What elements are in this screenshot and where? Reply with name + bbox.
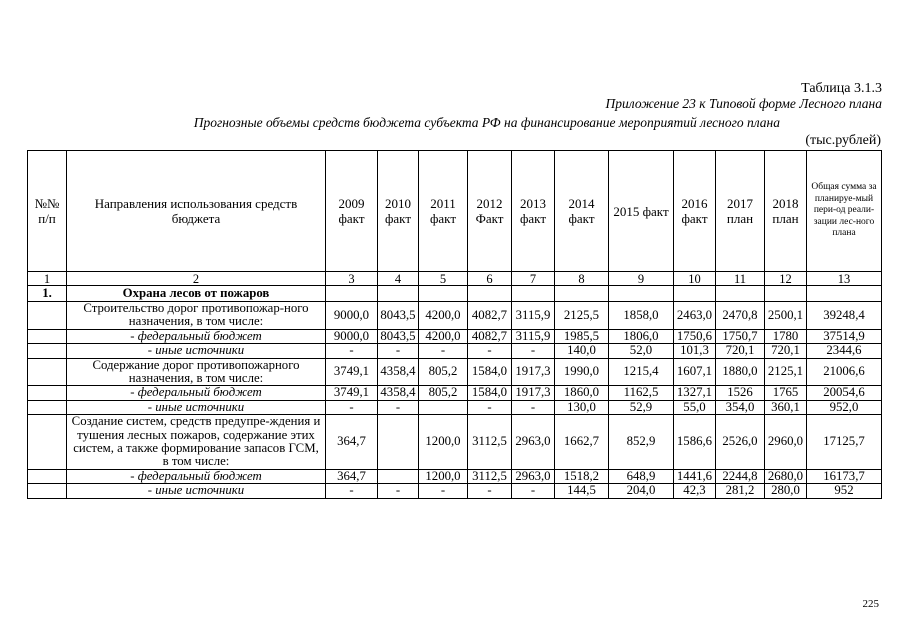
value-cell: 8043,5 — [378, 302, 419, 330]
table-row — [28, 469, 882, 483]
table-row — [28, 302, 882, 330]
value-cell: 4082,7 — [468, 302, 512, 330]
units-label: (тыс.рублей) — [805, 133, 881, 148]
value-cell: 364,7 — [326, 469, 378, 483]
value-cell: 2344,6 — [807, 344, 882, 358]
value-cell: 3749,1 — [326, 386, 378, 400]
value-cell: - — [378, 484, 419, 498]
row-label: Создание систем, средств предупре-ждения и тушения лесных пожаров, содержание этих систем, а также формирование запасов ГСМ, в том числе: — [67, 415, 326, 470]
value-cell: - — [378, 400, 419, 414]
col-header-direction: Направления использования средств бюджета — [67, 151, 326, 272]
value-cell: - — [468, 344, 512, 358]
value-cell: 1780 — [765, 329, 807, 343]
value-cell: 8043,5 — [378, 329, 419, 343]
table-title: Прогнозные объемы средств бюджета субъекта РФ на финансирование мероприятий лесного плана — [193, 115, 780, 130]
column-number: 7 — [512, 272, 555, 286]
col-header-total: Общая сумма за планируе-мый пери-од реали-зации лес-ного плана — [807, 151, 882, 272]
col-header-2012: 2012 Факт — [468, 151, 512, 272]
value-cell: 20054,6 — [807, 386, 882, 400]
col-header-num: №№ п/п — [28, 151, 67, 272]
value-cell: 1860,0 — [555, 386, 609, 400]
value-cell — [378, 469, 419, 483]
row-label: - иные источники — [67, 484, 326, 498]
value-cell: 2680,0 — [765, 469, 807, 483]
value-cell: 21006,6 — [807, 358, 882, 386]
value-cell: 4200,0 — [419, 302, 468, 330]
value-cell: - — [512, 400, 555, 414]
value-cell: 4358,4 — [378, 386, 419, 400]
value-cell: 2125,5 — [555, 302, 609, 330]
value-cell: 1750,6 — [674, 329, 716, 343]
value-cell: 805,2 — [419, 386, 468, 400]
value-cell — [378, 415, 419, 470]
value-cell: 1526 — [716, 386, 765, 400]
column-number: 12 — [765, 272, 807, 286]
column-number-row — [28, 272, 882, 286]
value-cell: - — [326, 344, 378, 358]
value-cell — [419, 400, 468, 414]
column-number: 2 — [67, 272, 326, 286]
column-number: 3 — [326, 272, 378, 286]
header-row — [28, 151, 882, 272]
value-cell: 364,7 — [326, 415, 378, 470]
value-cell: 3112,5 — [468, 469, 512, 483]
value-cell: 9000,0 — [326, 302, 378, 330]
value-cell: 648,9 — [609, 469, 674, 483]
value-cell: 3115,9 — [512, 302, 555, 330]
value-cell: 952,0 — [807, 400, 882, 414]
row-label: - иные источники — [67, 400, 326, 414]
value-cell: 2526,0 — [716, 415, 765, 470]
row-label: - федеральный бюджет — [67, 386, 326, 400]
value-cell: 2125,1 — [765, 358, 807, 386]
value-cell: 1806,0 — [609, 329, 674, 343]
table-row — [28, 358, 882, 386]
table-row — [28, 484, 882, 498]
value-cell: 720,1 — [716, 344, 765, 358]
value-cell: - — [468, 400, 512, 414]
table-number: Таблица 3.1.3 — [801, 81, 882, 96]
value-cell: 4082,7 — [468, 329, 512, 343]
row-label: - федеральный бюджет — [67, 469, 326, 483]
value-cell: 140,0 — [555, 344, 609, 358]
value-cell: 1584,0 — [468, 358, 512, 386]
value-cell: 42,3 — [674, 484, 716, 498]
value-cell: 52,0 — [609, 344, 674, 358]
row-label: - федеральный бюджет — [67, 329, 326, 343]
budget-table — [27, 150, 882, 499]
col-header-2013: 2013 факт — [512, 151, 555, 272]
value-cell: 1917,3 — [512, 386, 555, 400]
value-cell: 1327,1 — [674, 386, 716, 400]
value-cell: 2963,0 — [512, 415, 555, 470]
section-label: Охрана лесов от пожаров — [67, 286, 326, 302]
value-cell: 2500,1 — [765, 302, 807, 330]
value-cell: 2470,8 — [716, 302, 765, 330]
col-header-2015: 2015 факт — [609, 151, 674, 272]
col-header-2016: 2016 факт — [674, 151, 716, 272]
column-number: 13 — [807, 272, 882, 286]
value-cell: 1880,0 — [716, 358, 765, 386]
value-cell: 3112,5 — [468, 415, 512, 470]
value-cell: - — [468, 484, 512, 498]
value-cell: 3115,9 — [512, 329, 555, 343]
value-cell: 1662,7 — [555, 415, 609, 470]
value-cell: 1990,0 — [555, 358, 609, 386]
value-cell: 1765 — [765, 386, 807, 400]
value-cell: 952 — [807, 484, 882, 498]
section-row — [28, 286, 882, 302]
value-cell: 1441,6 — [674, 469, 716, 483]
table-row — [28, 386, 882, 400]
col-header-2017: 2017 план — [716, 151, 765, 272]
value-cell: 39248,4 — [807, 302, 882, 330]
row-label: Содержание дорог противопожарного назначения, в том числе: — [67, 358, 326, 386]
value-cell: - — [512, 484, 555, 498]
value-cell: - — [419, 344, 468, 358]
value-cell: - — [326, 400, 378, 414]
value-cell: 16173,7 — [807, 469, 882, 483]
value-cell: 3749,1 — [326, 358, 378, 386]
value-cell: 1985,5 — [555, 329, 609, 343]
col-header-2018: 2018 план — [765, 151, 807, 272]
value-cell: 1584,0 — [468, 386, 512, 400]
row-label: - иные источники — [67, 344, 326, 358]
table-row — [28, 329, 882, 343]
value-cell: 1162,5 — [609, 386, 674, 400]
section-number: 1. — [28, 286, 67, 302]
value-cell: - — [378, 344, 419, 358]
value-cell: 280,0 — [765, 484, 807, 498]
value-cell: 9000,0 — [326, 329, 378, 343]
value-cell: 2244,8 — [716, 469, 765, 483]
value-cell: 130,0 — [555, 400, 609, 414]
column-number: 9 — [609, 272, 674, 286]
value-cell: 1200,0 — [419, 415, 468, 470]
table-row — [28, 400, 882, 414]
value-cell: 1750,7 — [716, 329, 765, 343]
value-cell: 17125,7 — [807, 415, 882, 470]
value-cell: 360,1 — [765, 400, 807, 414]
value-cell: 1215,4 — [609, 358, 674, 386]
table-row — [28, 344, 882, 358]
value-cell: 4200,0 — [419, 329, 468, 343]
value-cell: 204,0 — [609, 484, 674, 498]
appendix-caption: Приложение 23 к Типовой форме Лесного плана — [605, 96, 882, 111]
value-cell: 1858,0 — [609, 302, 674, 330]
value-cell: 101,3 — [674, 344, 716, 358]
column-number: 5 — [419, 272, 468, 286]
value-cell: 4358,4 — [378, 358, 419, 386]
col-header-2010: 2010 факт — [378, 151, 419, 272]
value-cell: 805,2 — [419, 358, 468, 386]
column-number: 11 — [716, 272, 765, 286]
column-number: 10 — [674, 272, 716, 286]
value-cell: 852,9 — [609, 415, 674, 470]
value-cell: 354,0 — [716, 400, 765, 414]
value-cell: 2963,0 — [512, 469, 555, 483]
col-header-2011: 2011 факт — [419, 151, 468, 272]
page-number: 225 — [862, 598, 879, 610]
value-cell: 2463,0 — [674, 302, 716, 330]
value-cell: 720,1 — [765, 344, 807, 358]
value-cell: 52,9 — [609, 400, 674, 414]
value-cell: 1607,1 — [674, 358, 716, 386]
value-cell: 1917,3 — [512, 358, 555, 386]
value-cell: 144,5 — [555, 484, 609, 498]
value-cell: 55,0 — [674, 400, 716, 414]
value-cell: 1200,0 — [419, 469, 468, 483]
column-number: 8 — [555, 272, 609, 286]
row-label: Строительство дорог противопожар-ного назначения, в том числе: — [67, 302, 326, 330]
value-cell: 1586,6 — [674, 415, 716, 470]
col-header-2014: 2014 факт — [555, 151, 609, 272]
column-number: 4 — [378, 272, 419, 286]
value-cell: - — [326, 484, 378, 498]
value-cell: 1518,2 — [555, 469, 609, 483]
value-cell: 2960,0 — [765, 415, 807, 470]
value-cell: - — [419, 484, 468, 498]
table-row — [28, 415, 882, 470]
col-header-2009: 2009 факт — [326, 151, 378, 272]
value-cell: 37514,9 — [807, 329, 882, 343]
value-cell: - — [512, 344, 555, 358]
column-number: 1 — [28, 272, 67, 286]
value-cell: 281,2 — [716, 484, 765, 498]
column-number: 6 — [468, 272, 512, 286]
